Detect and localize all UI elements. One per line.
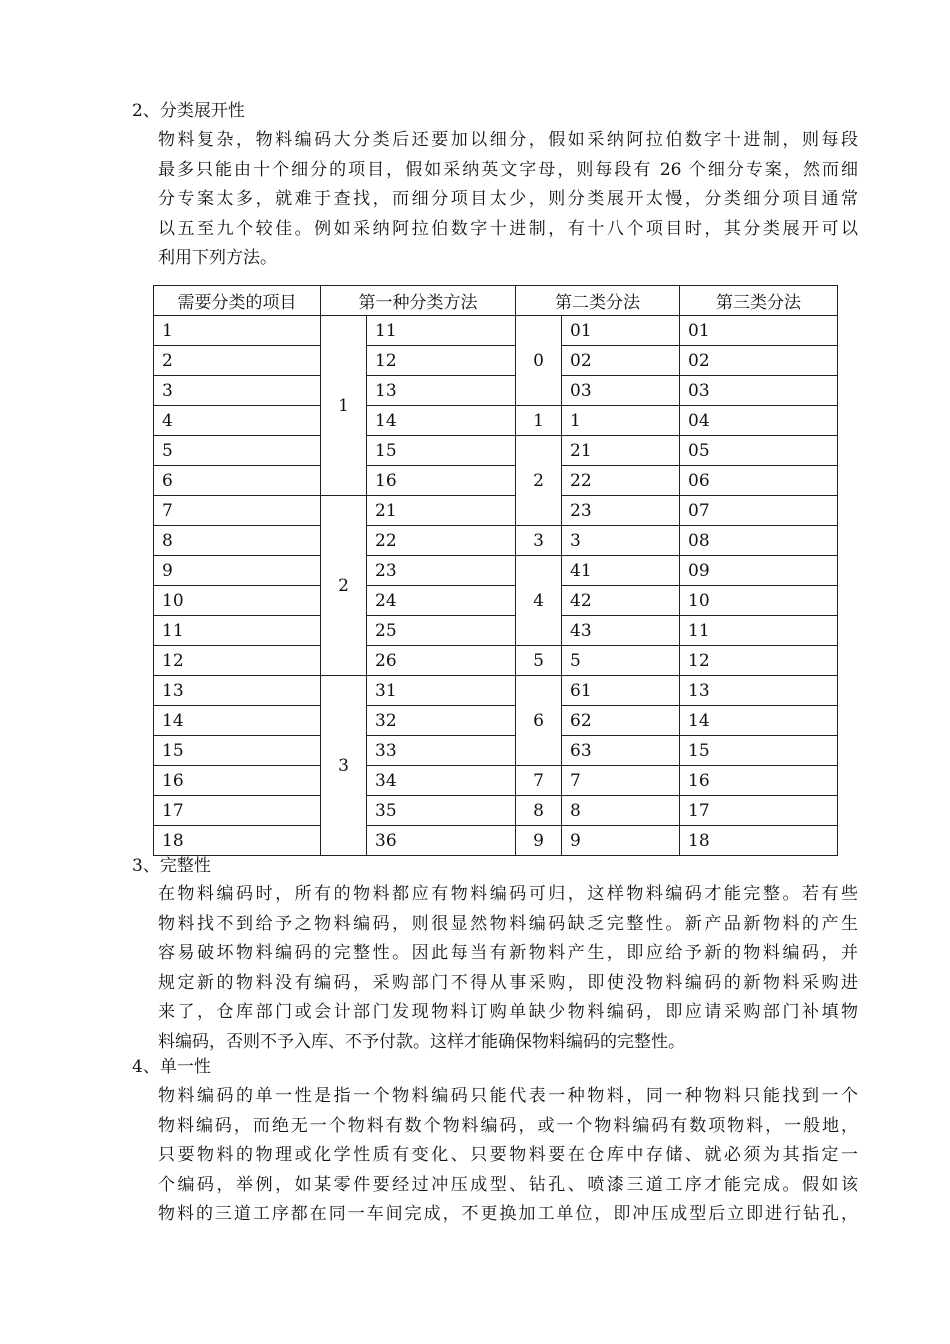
first-code-cell: 25 — [367, 616, 516, 646]
table-row — [154, 406, 838, 436]
second-code-cell: 61 — [562, 676, 680, 706]
item-cell: 8 — [154, 526, 321, 556]
second-code-cell: 41 — [562, 556, 680, 586]
item-cell: 1 — [154, 316, 321, 346]
table-row — [154, 736, 838, 766]
paragraph-line: 物料找不到给予之物料编码，则很显然物料编码缺乏完整性。新产品新物料的产生 — [158, 913, 858, 934]
item-cell: 7 — [154, 496, 321, 526]
first-code-cell: 32 — [367, 706, 516, 736]
first-code-cell: 11 — [367, 316, 516, 346]
item-cell: 12 — [154, 646, 321, 676]
first-code-cell: 21 — [367, 496, 516, 526]
third-code-cell: 02 — [680, 346, 838, 376]
table-row — [154, 376, 838, 406]
first-code-cell: 14 — [367, 406, 516, 436]
second-code-cell: 9 — [562, 826, 680, 856]
second-group-cell: 2 — [516, 436, 562, 526]
second-code-cell: 02 — [562, 346, 680, 376]
paragraph-line: 物料编码，而绝无一个物料有数个物料编码，或一个物料编码有数项物料，一般地， — [158, 1115, 858, 1136]
header-third-method: 第三类分法 — [680, 286, 838, 316]
table-row — [154, 496, 838, 526]
third-code-cell: 12 — [680, 646, 838, 676]
second-code-cell: 3 — [562, 526, 680, 556]
second-code-cell: 22 — [562, 466, 680, 496]
paragraph-line: 来了，仓库部门或会计部门发现物料订购单缺少物料编码，即应请采购部门补填物 — [158, 1002, 858, 1022]
third-code-cell: 13 — [680, 676, 838, 706]
second-group-cell: 3 — [516, 526, 562, 556]
classification-table — [153, 285, 838, 856]
table-row — [154, 346, 838, 376]
item-cell: 5 — [154, 436, 321, 466]
second-group-cell: 5 — [516, 646, 562, 676]
first-code-cell: 22 — [367, 526, 516, 556]
third-code-cell: 01 — [680, 316, 838, 346]
item-cell: 15 — [154, 736, 321, 766]
table-row — [154, 616, 838, 646]
paragraph-line: 分专案太多，就难于查找，而细分项目太少，则分类展开太慢，分类细分项目通常 — [158, 189, 858, 209]
paragraph-line: 最多只能由十个细分的项目，假如采纳英文字母，则每段有 26 个细分专案，然而细 — [158, 159, 858, 180]
second-code-cell: 43 — [562, 616, 680, 646]
paragraph-line: 在物料编码时，所有的物料都应有物料编码可归，这样物料编码才能完整。若有些 — [158, 884, 858, 904]
paragraph-line: 物料复杂，物料编码大分类后还要加以细分，假如采纳阿拉伯数字十进制，则每段 — [158, 130, 858, 150]
table-row — [154, 526, 838, 556]
table-row — [154, 436, 838, 466]
second-group-cell: 0 — [516, 316, 562, 406]
paragraph-line: 只要物料的物理或化学性质有变化、只要物料要在仓库中存储、就必须为其指定一 — [158, 1145, 858, 1165]
table-row — [154, 706, 838, 736]
section-4-paragraph — [158, 1082, 858, 1230]
paragraph-line: 规定新的物料没有编码，采购部门不得从事采购，即使没物料编码的新物料采购进 — [158, 972, 858, 993]
second-code-cell: 23 — [562, 496, 680, 526]
section-4-heading: 4、单一性 — [132, 1057, 211, 1077]
paragraph-line: 料编码，否则不予入库、不予付款。这样才能确保物料编码的完整性。 — [158, 1031, 685, 1052]
paragraph-line: 容易破坏物料编码的完整性。因此每当有新物料产生，即应给予新的物料编码，并 — [158, 943, 858, 963]
item-cell: 10 — [154, 586, 321, 616]
item-cell: 18 — [154, 826, 321, 856]
first-code-cell: 31 — [367, 676, 516, 706]
item-cell: 11 — [154, 616, 321, 646]
first-code-cell: 16 — [367, 466, 516, 496]
second-group-cell: 6 — [516, 676, 562, 766]
third-code-cell: 04 — [680, 406, 838, 436]
table-row — [154, 586, 838, 616]
first-code-cell: 12 — [367, 346, 516, 376]
second-group-cell: 4 — [516, 556, 562, 646]
first-code-cell: 24 — [367, 586, 516, 616]
first-code-cell: 36 — [367, 826, 516, 856]
third-code-cell: 11 — [680, 616, 838, 646]
table-row — [154, 316, 838, 346]
second-code-cell: 01 — [562, 316, 680, 346]
item-cell: 4 — [154, 406, 321, 436]
second-code-cell: 62 — [562, 706, 680, 736]
section-2-heading: 2、分类展开性 — [132, 101, 245, 121]
second-group-cell: 9 — [516, 826, 562, 856]
paragraph-line: 个编码，举例，如某零件要经过冲压成型、钻孔、喷漆三道工序才能完成。假如该 — [158, 1174, 858, 1195]
third-code-cell: 08 — [680, 526, 838, 556]
first-group-cell: 3 — [321, 676, 367, 856]
third-code-cell: 18 — [680, 826, 838, 856]
second-code-cell: 5 — [562, 646, 680, 676]
first-code-cell: 34 — [367, 766, 516, 796]
table-row — [154, 796, 838, 826]
second-code-cell: 63 — [562, 736, 680, 766]
second-code-cell: 42 — [562, 586, 680, 616]
third-code-cell: 09 — [680, 556, 838, 586]
table-row — [154, 466, 838, 496]
first-code-cell: 15 — [367, 436, 516, 466]
third-code-cell: 15 — [680, 736, 838, 766]
first-group-cell: 1 — [321, 316, 367, 496]
section-3-heading: 3、完整性 — [132, 856, 211, 876]
paragraph-line: 以五至九个较佳。例如采纳阿拉伯数字十进制，有十八个项目时，其分类展开可以 — [158, 218, 858, 239]
item-cell: 16 — [154, 766, 321, 796]
second-code-cell: 03 — [562, 376, 680, 406]
third-code-cell: 17 — [680, 796, 838, 826]
third-code-cell: 10 — [680, 586, 838, 616]
first-code-cell: 13 — [367, 376, 516, 406]
table-row — [154, 646, 838, 676]
header-items: 需要分类的项目 — [154, 286, 321, 316]
table-row — [154, 826, 838, 856]
table-body — [154, 316, 838, 856]
second-code-cell: 21 — [562, 436, 680, 466]
third-code-cell: 05 — [680, 436, 838, 466]
third-code-cell: 07 — [680, 496, 838, 526]
second-group-cell: 1 — [516, 406, 562, 436]
first-code-cell: 35 — [367, 796, 516, 826]
third-code-cell: 16 — [680, 766, 838, 796]
item-cell: 13 — [154, 676, 321, 706]
second-code-cell: 8 — [562, 796, 680, 826]
first-code-cell: 33 — [367, 736, 516, 766]
table-header-row — [154, 286, 838, 316]
second-code-cell: 7 — [562, 766, 680, 796]
section-2-paragraph — [158, 126, 858, 274]
item-cell: 17 — [154, 796, 321, 826]
second-code-cell: 1 — [562, 406, 680, 436]
third-code-cell: 06 — [680, 466, 838, 496]
paragraph-line: 物料的三道工序都在同一车间完成，不更换加工单位，即冲压成型后立即进行钻孔， — [158, 1204, 858, 1224]
third-code-cell: 03 — [680, 376, 838, 406]
table-row — [154, 556, 838, 586]
table-row — [154, 676, 838, 706]
header-first-method: 第一种分类方法 — [321, 286, 516, 316]
first-group-cell: 2 — [321, 496, 367, 676]
item-cell: 14 — [154, 706, 321, 736]
header-second-method: 第二类分法 — [516, 286, 680, 316]
item-cell: 2 — [154, 346, 321, 376]
first-code-cell: 23 — [367, 556, 516, 586]
first-code-cell: 26 — [367, 646, 516, 676]
paragraph-line: 物料编码的单一性是指一个物料编码只能代表一种物料，同一种物料只能找到一个 — [158, 1086, 858, 1106]
section-3-paragraph — [158, 880, 858, 1057]
third-code-cell: 14 — [680, 706, 838, 736]
item-cell: 9 — [154, 556, 321, 586]
item-cell: 3 — [154, 376, 321, 406]
second-group-cell: 8 — [516, 796, 562, 826]
table-row — [154, 766, 838, 796]
item-cell: 6 — [154, 466, 321, 496]
second-group-cell: 7 — [516, 766, 562, 796]
paragraph-line: 利用下列方法。 — [158, 248, 277, 268]
